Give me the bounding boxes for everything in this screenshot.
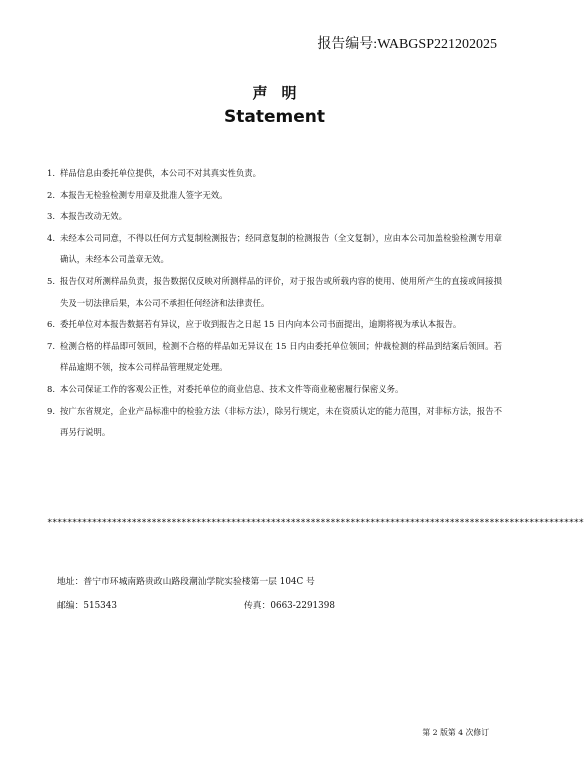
clause-text: 按广东省规定，企业产品标准中的检验方法（非标方法），除另行规定，未在资质认定的能力范围，对非标方法，报告不再另行说明。: [60, 405, 502, 438]
asterisk-divider: ************************************************************************************************************: [47, 518, 584, 528]
clause-text: 委托单位对本报告数据若有异议，应于收到报告之日起 15 日内向本公司书面提出，逾期将视为承认本报告。: [60, 319, 462, 330]
statement-clauses: [47, 163, 502, 444]
clause-8: [47, 379, 502, 401]
clause-4: [47, 228, 502, 271]
page-title-en: Statement: [224, 107, 325, 127]
clause-number: 1.: [47, 168, 55, 178]
clause-text: 未经本公司同意，不得以任何方式复制检测报告；经同意复制的检测报告（全文复制），应由本公司加盖检验检测专用章确认，未经本公司盖章无效。: [60, 232, 502, 265]
clause-number: 9.: [47, 405, 55, 416]
clause-text: 本公司保证工作的客观公正性，对委托单位的商业信息、技术文件等商业秘密履行保密义务。: [60, 383, 404, 394]
clause-number: 2.: [47, 189, 55, 200]
clause-text: 本报告改动无效。: [60, 211, 127, 222]
clause-text: 样品信息由委托单位提供，本公司不对其真实性负责。: [60, 168, 261, 178]
postcode-line: 邮编：515343: [57, 601, 117, 611]
clause-number: 3.: [47, 211, 55, 222]
clause-text: 报告仅对所测样品负责，报告数据仅反映对所测样品的评价，对于报告或所载内容的使用、使用所产生的直接或间接损失及一切法律后果，本公司不承担任何经济和法律责任。: [60, 275, 502, 308]
clause-7: [47, 336, 502, 379]
fax-line: 传真：0663-2291398: [244, 601, 335, 611]
clause-3: [47, 206, 502, 228]
report-number: 报告编号:WABGSP221202025: [317, 37, 497, 52]
clause-number: 7.: [47, 340, 55, 351]
clause-text: 本报告无检验检测专用章及批准人签字无效。: [60, 189, 228, 200]
clause-5: [47, 271, 502, 314]
page-title-cn: 声明: [252, 84, 311, 102]
clause-number: 5.: [47, 275, 55, 286]
clause-9: [47, 401, 502, 444]
clause-text: 检测合格的样品即可领回，检测不合格的样品如无异议在 15 日内由委托单位领回；仲裁检测的样品到结案后领回。若样品逾期不领，按本公司样品管理规定处理。: [60, 340, 502, 373]
revision-note: 第 2 版第 4 次修订: [422, 728, 489, 737]
address-line: 地址：普宁市环城南路贵政山路段潮汕学院实验楼第一层 104C 号: [57, 577, 315, 587]
clause-2: [47, 185, 502, 207]
clause-number: 8.: [47, 383, 55, 394]
clause-number: 6.: [47, 319, 55, 330]
clause-1: [47, 163, 502, 185]
clause-6: [47, 314, 502, 336]
clause-number: 4.: [47, 232, 55, 243]
